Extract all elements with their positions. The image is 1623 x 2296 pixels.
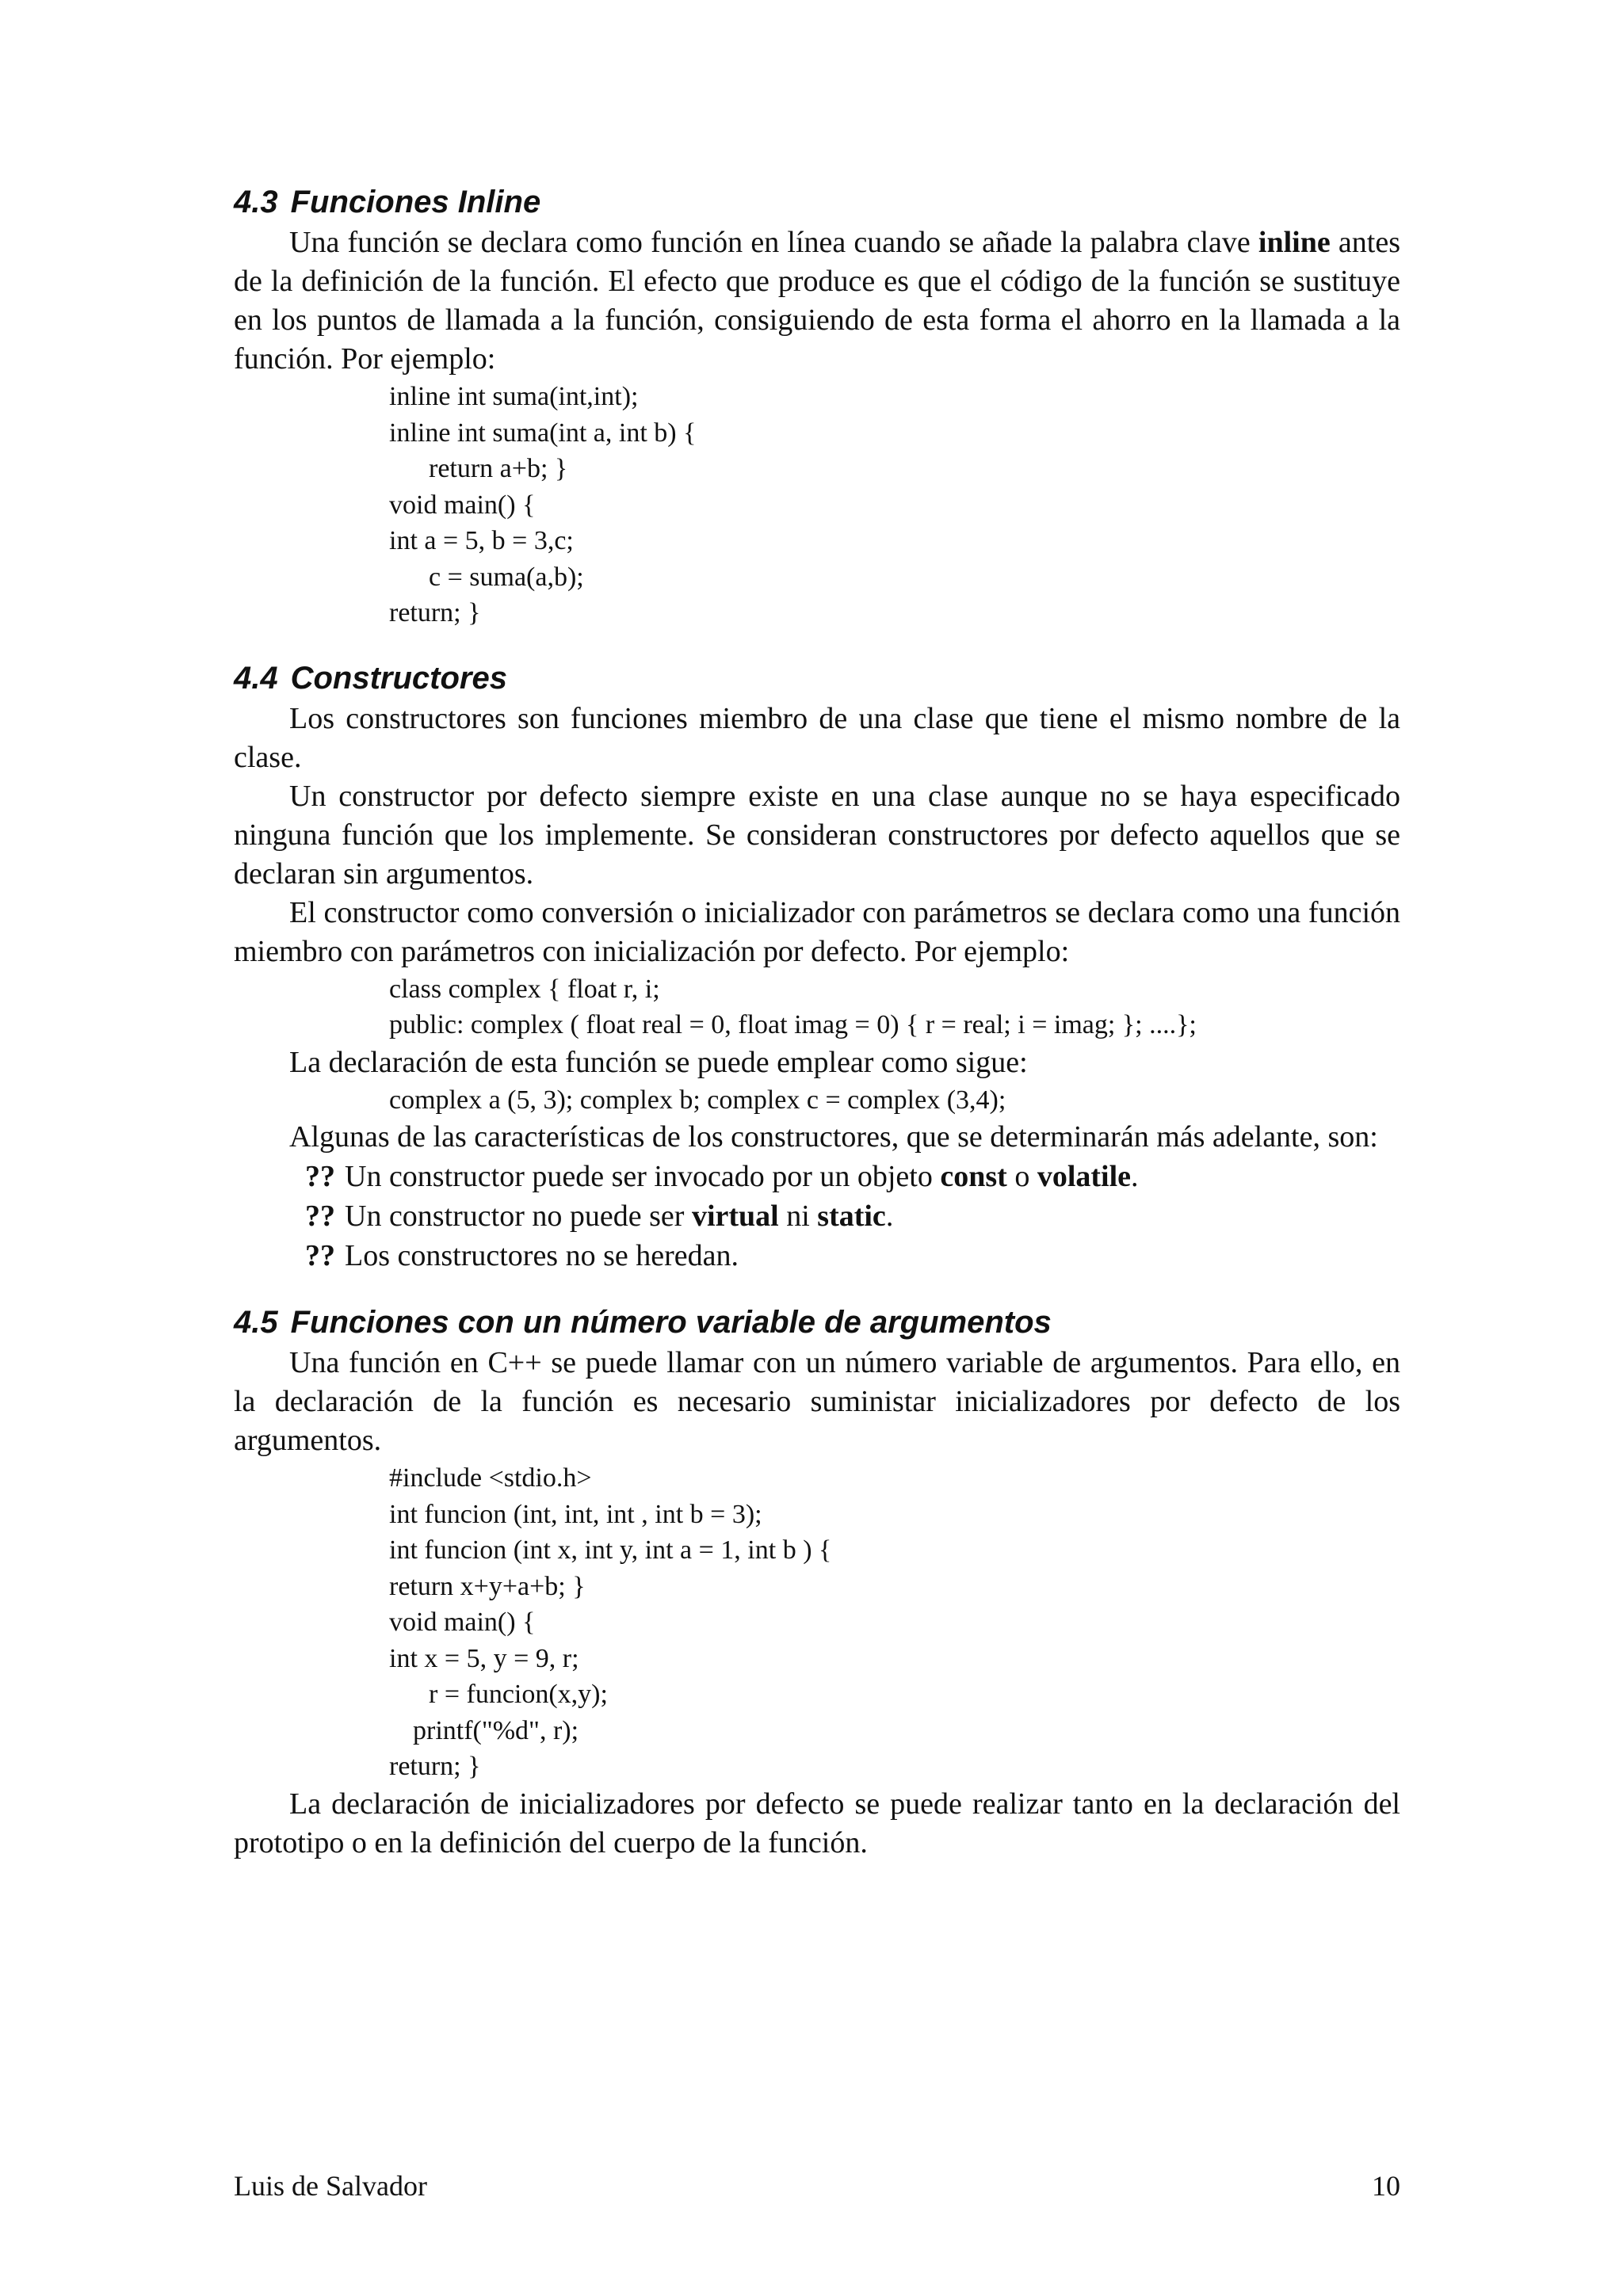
code-line: complex a (5, 3); complex b; complex c = complex (3,4); [389, 1085, 1006, 1115]
list-item [305, 1236, 1400, 1276]
section-title: Funciones Inline [290, 185, 541, 219]
section-number: 4.3 [234, 185, 278, 219]
text: . [885, 1199, 894, 1233]
section-heading-4-5 [234, 1302, 1400, 1342]
section-number: 4.5 [234, 1305, 278, 1340]
code-line: int x = 5, y = 9, r; [389, 1643, 579, 1673]
section-number: 4.4 [234, 660, 278, 696]
code-line: int a = 5, b = 3,c; [389, 526, 574, 555]
text: antes de la definición de la función. El efecto que produce es que el código de la función se sustituye en los puntos de llamada a la función, consiguiendo de esta forma el ahorro en la llamada a la función. Por ejemplo: [234, 226, 1400, 376]
code-line: void main() { [389, 490, 536, 520]
section-title: Constructores [290, 660, 507, 696]
code-line: int funcion (int, int, int , int b = 3); [389, 1499, 762, 1529]
text: . [1131, 1160, 1139, 1193]
section-heading-4-4 [234, 658, 1400, 698]
paragraph [234, 223, 1400, 379]
list-item [305, 1196, 1400, 1236]
code-line: public: complex ( float real = 0, float imag = 0) { r = real; i = imag; }; ....}; [389, 1010, 1197, 1039]
section-heading-4-3 [234, 182, 1400, 222]
code-line: return a+b; } [429, 454, 568, 483]
text: Un constructor no puede ser [345, 1199, 692, 1233]
list-item [305, 1157, 1400, 1196]
footer-author: Luis de Salvador [234, 2170, 427, 2202]
bullet-mark: ?? [305, 1199, 335, 1233]
code-line: inline int suma(int,int); [389, 382, 639, 411]
keyword: static [817, 1199, 886, 1233]
keyword: virtual [691, 1199, 779, 1233]
text: o [1006, 1160, 1037, 1193]
paragraph: Un constructor por defecto siempre existe en una clase aunque no se haya especificado ninguna función que los implemente. Se consideran constructores por defecto aquellos que se declaran sin argumentos. [234, 779, 1400, 891]
paragraph: El constructor como conversión o inicializador con parámetros se declara como una función miembro con parámetros con inicialización por defecto. Por ejemplo: [234, 895, 1400, 968]
code-line: r = funcion(x,y); [429, 1680, 608, 1709]
text: Un constructor puede ser invocado por un objeto [345, 1160, 941, 1193]
code-line: printf("%d", r); [413, 1715, 579, 1745]
text: Una función se declara como función en línea cuando se añade la palabra clave [289, 226, 1251, 259]
code-line: void main() { [389, 1608, 536, 1637]
bullet-mark: ?? [305, 1239, 335, 1272]
code-block [389, 379, 1400, 631]
code-line: #include <stdio.h> [389, 1463, 592, 1493]
code-line: inline int suma(int a, int b) { [389, 418, 697, 448]
code-block [389, 1082, 1400, 1119]
text: Los constructores no se heredan. [345, 1239, 739, 1272]
spacer [234, 1276, 1400, 1302]
bullet-mark: ?? [305, 1160, 335, 1193]
paragraph: Una función en C++ se puede llamar con un número variable de argumentos. Para ello, en la declaración de la función es necesario suministar inicializadores por defecto de los argumentos. [234, 1346, 1400, 1457]
code-block [389, 971, 1400, 1043]
code-line: c = suma(a,b); [429, 562, 584, 592]
code-line: return; } [389, 598, 481, 627]
code-line: int funcion (int x, int y, int a = 1, int b ) { [389, 1535, 832, 1565]
paragraph: La declaración de inicializadores por defecto se puede realizar tanto en la declaración del prototipo o en la definición del cuerpo de la función. [234, 1787, 1400, 1859]
section-title: Funciones con un número variable de argumentos [290, 1305, 1052, 1340]
keyword: inline [1258, 226, 1331, 259]
text: ni [778, 1199, 818, 1233]
paragraph: Los constructores son funciones miembro de una clase que tiene el mismo nombre de la clase. [234, 701, 1400, 774]
page-content [234, 182, 1400, 1863]
code-line: return; } [389, 1752, 481, 1781]
code-line: return x+y+a+b; } [389, 1571, 586, 1601]
keyword: const [940, 1160, 1007, 1193]
keyword: volatile [1037, 1160, 1132, 1193]
code-line: class complex { float r, i; [389, 974, 660, 1004]
paragraph: Algunas de las características de los constructores, que se determinarán más adelante, son: [289, 1120, 1378, 1154]
page-number: 10 [1372, 2170, 1400, 2202]
paragraph: La declaración de esta función se puede emplear como sigue: [289, 1045, 1028, 1079]
code-block [389, 1460, 1400, 1785]
spacer [234, 631, 1400, 658]
